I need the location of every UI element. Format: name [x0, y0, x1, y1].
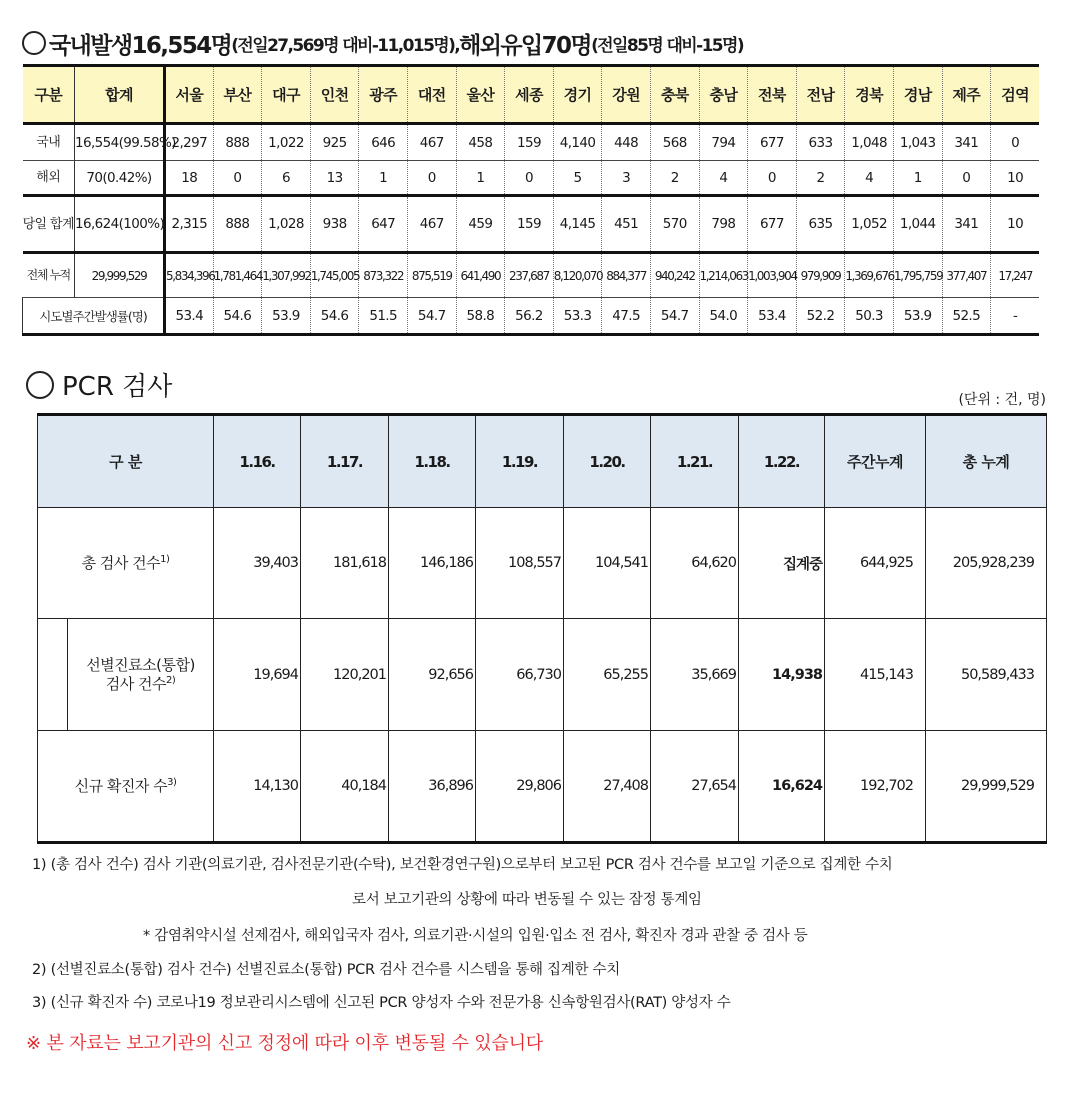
table-cell: 10	[991, 196, 1040, 253]
headline-overseas-change: (전일85명 대비-15명)	[591, 35, 744, 56]
table-cell: 633	[796, 124, 845, 161]
table-cell: 36,896	[389, 731, 476, 843]
table-cell: 2,315	[165, 196, 214, 253]
header-date: 1.21.	[651, 415, 739, 508]
cumulative-cell: 205,928,239	[926, 508, 1047, 619]
row-label: 해외	[23, 161, 75, 196]
footnote-3: 3) (신규 확진자 수) 코로나19 정보관리시스템에 신고된 PCR 양성자 수와 전문가용 신속항원검사(RAT) 양성자 수	[32, 995, 731, 1011]
header-region: 전남	[796, 66, 845, 124]
circle-bullet-icon	[26, 371, 54, 399]
weekly-cell: 192,702	[825, 731, 926, 843]
indent-cell	[38, 619, 68, 731]
table-row	[23, 298, 1040, 335]
table-cell: 4,145	[553, 196, 602, 253]
header-weekly: 주간누계	[825, 415, 926, 508]
header-region: 경북	[845, 66, 894, 124]
table-cell: 92,656	[389, 619, 476, 731]
table-cell: 0	[505, 161, 554, 196]
headline-overseas: 해외유입70명	[459, 32, 592, 59]
table-cell: 925	[310, 124, 359, 161]
row-label: 당일 합계	[23, 196, 75, 253]
unit-label: (단위 : 건, 명)	[958, 392, 1046, 408]
footnote-2: 2) (선별진료소(통합) 검사 건수) 선별진료소(통합) PCR 검사 건수를 시스템을 통해 집계한 수치	[32, 962, 620, 978]
pcr-title-text: PCR 검사	[62, 372, 173, 402]
footnote-1: 1) (총 검사 건수) 검사 기관(의료기관, 검사전문기관(수탁), 보건환경연구원)으로부터 보고된 PCR 검사 건수를 보고일 기준으로 집계한 수치	[32, 857, 893, 873]
table-cell: 979,909	[796, 253, 845, 298]
table-cell: 66,730	[476, 619, 564, 731]
header-category: 구 분	[38, 415, 214, 508]
weekly-cell: 415,143	[825, 619, 926, 731]
table-cell: 27,408	[564, 731, 651, 843]
table-cell: 888	[213, 124, 262, 161]
table-cell: 341	[942, 124, 991, 161]
header-region: 대구	[262, 66, 311, 124]
table-cell: 377,407	[942, 253, 991, 298]
table-cell: 2,297	[165, 124, 214, 161]
header-region: 강원	[602, 66, 651, 124]
header-region: 세종	[505, 66, 554, 124]
table-cell: 47.5	[602, 298, 651, 335]
table-cell: 27,654	[651, 731, 739, 843]
table-cell: 1,022	[262, 124, 311, 161]
table-cell: 54.7	[650, 298, 699, 335]
cumulative-cell: 29,999,529	[926, 731, 1047, 843]
region-table-header	[23, 66, 1040, 124]
table-cell: 0	[407, 161, 456, 196]
table-cell: 0	[991, 124, 1040, 161]
table-cell: 647	[359, 196, 408, 253]
table-cell: 54.7	[407, 298, 456, 335]
table-cell: 1	[359, 161, 408, 196]
table-cell: 2	[796, 161, 845, 196]
table-cell: 677	[748, 196, 797, 253]
header-date: 1.17.	[301, 415, 389, 508]
table-cell: 52.5	[942, 298, 991, 335]
table-cell: 1,795,759	[893, 253, 942, 298]
table-cell: 2	[650, 161, 699, 196]
header-region: 부산	[213, 66, 262, 124]
table-cell: 29,806	[476, 731, 564, 843]
table-cell: 146,186	[389, 508, 476, 619]
table-cell: 1,369,676	[845, 253, 894, 298]
table-row	[38, 619, 1047, 731]
row-label-new-cases: 신규 확진자 수$^{3)}$	[38, 731, 214, 843]
table-cell: 52.2	[796, 298, 845, 335]
cumulative-cell: 50,589,433	[926, 619, 1047, 731]
headline-domestic: 국내발생16,554명	[49, 32, 232, 59]
table-cell: 6	[262, 161, 311, 196]
table-cell: 50.3	[845, 298, 894, 335]
table-cell: 448	[602, 124, 651, 161]
headline-domestic-change: (전일27,569명 대비-11,015명),	[231, 35, 460, 56]
table-cell: 237,687	[505, 253, 554, 298]
table-cell: 635	[796, 196, 845, 253]
row-label-screening-tests: 선별진료소(통합) 검사 건수$^{2)}$	[68, 619, 214, 731]
table-cell: 467	[407, 196, 456, 253]
pcr-table-header	[38, 415, 1047, 508]
total-cell: 70(0.42%)	[75, 161, 165, 196]
table-cell: 5	[553, 161, 602, 196]
table-cell: 53.9	[262, 298, 311, 335]
table-row	[23, 196, 1040, 253]
total-cell: 16,554(99.58%)	[75, 124, 165, 161]
table-cell: 159	[505, 196, 554, 253]
table-cell: 0	[942, 161, 991, 196]
header-total: 합계	[75, 66, 165, 124]
table-cell: 1,214,063	[699, 253, 748, 298]
header-region: 충남	[699, 66, 748, 124]
table-cell: 53.4	[748, 298, 797, 335]
table-cell: 8,120,070	[553, 253, 602, 298]
table-cell: 568	[650, 124, 699, 161]
table-cell: 1,307,992	[262, 253, 311, 298]
table-cell: 0	[213, 161, 262, 196]
header-date: 1.22.	[739, 415, 825, 508]
table-cell: 875,519	[407, 253, 456, 298]
table-cell: 341	[942, 196, 991, 253]
table-row	[23, 253, 1040, 298]
row-label: 전체 누적	[23, 253, 75, 298]
table-cell: 4	[699, 161, 748, 196]
table-cell: 54.0	[699, 298, 748, 335]
header-region: 경기	[553, 66, 602, 124]
table-row	[38, 731, 1047, 843]
table-cell: 1	[456, 161, 505, 196]
table-cell: 884,377	[602, 253, 651, 298]
header-region: 대전	[407, 66, 456, 124]
table-cell: 1,044	[893, 196, 942, 253]
table-cell: 104,541	[564, 508, 651, 619]
total-cell: 29,999,529	[75, 253, 165, 298]
table-cell: 677	[748, 124, 797, 161]
table-row	[23, 161, 1040, 196]
footnote-1-detail: * 감염취약시설 선제검사, 해외입국자 검사, 의료기관·시설의 입원·입소 전 검사, 확진자 경과 관찰 중 검사 등	[143, 928, 808, 944]
table-cell: 35,669	[651, 619, 739, 731]
table-cell: 570	[650, 196, 699, 253]
weekly-cell: 644,925	[825, 508, 926, 619]
table-cell: 0	[748, 161, 797, 196]
table-cell: 1,003,904	[748, 253, 797, 298]
table-cell: 39,403	[214, 508, 301, 619]
header-region: 울산	[456, 66, 505, 124]
table-cell: 40,184	[301, 731, 389, 843]
table-cell: 1,048	[845, 124, 894, 161]
table-cell: 798	[699, 196, 748, 253]
table-cell: 53.9	[893, 298, 942, 335]
table-cell: 64,620	[651, 508, 739, 619]
table-cell: 1,781,464	[213, 253, 262, 298]
table-cell: 888	[213, 196, 262, 253]
table-cell: 3	[602, 161, 651, 196]
table-cell: 459	[456, 196, 505, 253]
table-row	[23, 124, 1040, 161]
footnote-1-continued: 로서 보고기관의 상황에 따라 변동될 수 있는 잠정 통계임	[352, 892, 702, 908]
table-cell: 1,052	[845, 196, 894, 253]
pcr-table	[37, 413, 1047, 844]
table-cell: 65,255	[564, 619, 651, 731]
header-date: 1.20.	[564, 415, 651, 508]
table-cell: 159	[505, 124, 554, 161]
header-region: 서울	[165, 66, 214, 124]
table-cell: 940,242	[650, 253, 699, 298]
table-cell: 16,624	[739, 731, 825, 843]
table-cell: 451	[602, 196, 651, 253]
headline	[22, 28, 743, 58]
table-cell: 19,694	[214, 619, 301, 731]
table-cell: 1,028	[262, 196, 311, 253]
table-cell: 794	[699, 124, 748, 161]
row-label-total-tests: 총 검사 건수$^{1)}$	[38, 508, 214, 619]
table-cell: 646	[359, 124, 408, 161]
header-date: 1.19.	[476, 415, 564, 508]
header-date: 1.16.	[214, 415, 301, 508]
row-label: 국내	[23, 124, 75, 161]
table-cell: 1	[893, 161, 942, 196]
table-cell: 458	[456, 124, 505, 161]
table-cell: 56.2	[505, 298, 554, 335]
table-cell: 54.6	[213, 298, 262, 335]
header-region: 충북	[650, 66, 699, 124]
table-cell: 13	[310, 161, 359, 196]
table-cell: 120,201	[301, 619, 389, 731]
header-region: 경남	[893, 66, 942, 124]
row-label: 시도별주간발생률(명)	[23, 298, 165, 335]
header-region: 제주	[942, 66, 991, 124]
header-date: 1.18.	[389, 415, 476, 508]
table-cell: 4	[845, 161, 894, 196]
header-region: 전북	[748, 66, 797, 124]
table-row	[38, 508, 1047, 619]
header-region: 광주	[359, 66, 408, 124]
table-cell: 108,557	[476, 508, 564, 619]
table-cell: 58.8	[456, 298, 505, 335]
table-cell: 641,490	[456, 253, 505, 298]
table-cell: 53.3	[553, 298, 602, 335]
table-cell: 4,140	[553, 124, 602, 161]
table-cell: 467	[407, 124, 456, 161]
table-cell: 10	[991, 161, 1040, 196]
notice-text: ※ 본 자료는 보고기관의 신고 정정에 따라 이후 변동될 수 있습니다	[26, 1033, 543, 1054]
table-cell: 873,322	[359, 253, 408, 298]
pcr-section-title	[26, 366, 172, 403]
header-region: 인천	[310, 66, 359, 124]
table-cell: 집계중	[739, 508, 825, 619]
circle-bullet-icon	[22, 31, 46, 55]
total-cell: 16,624(100%)	[75, 196, 165, 253]
header-cumulative: 총 누계	[926, 415, 1047, 508]
table-cell: -	[991, 298, 1040, 335]
table-cell: 1,043	[893, 124, 942, 161]
table-cell: 1,745,005	[310, 253, 359, 298]
table-cell: 53.4	[165, 298, 214, 335]
table-cell: 17,247	[991, 253, 1040, 298]
header-category: 구분	[23, 66, 75, 124]
table-cell: 54.6	[310, 298, 359, 335]
table-cell: 18	[165, 161, 214, 196]
table-cell: 938	[310, 196, 359, 253]
table-cell: 5,834,396	[165, 253, 214, 298]
table-cell: 181,618	[301, 508, 389, 619]
table-cell: 51.5	[359, 298, 408, 335]
region-cases-table	[22, 64, 1039, 336]
table-cell: 14,130	[214, 731, 301, 843]
header-region: 검역	[991, 66, 1040, 124]
table-cell: 14,938	[739, 619, 825, 731]
